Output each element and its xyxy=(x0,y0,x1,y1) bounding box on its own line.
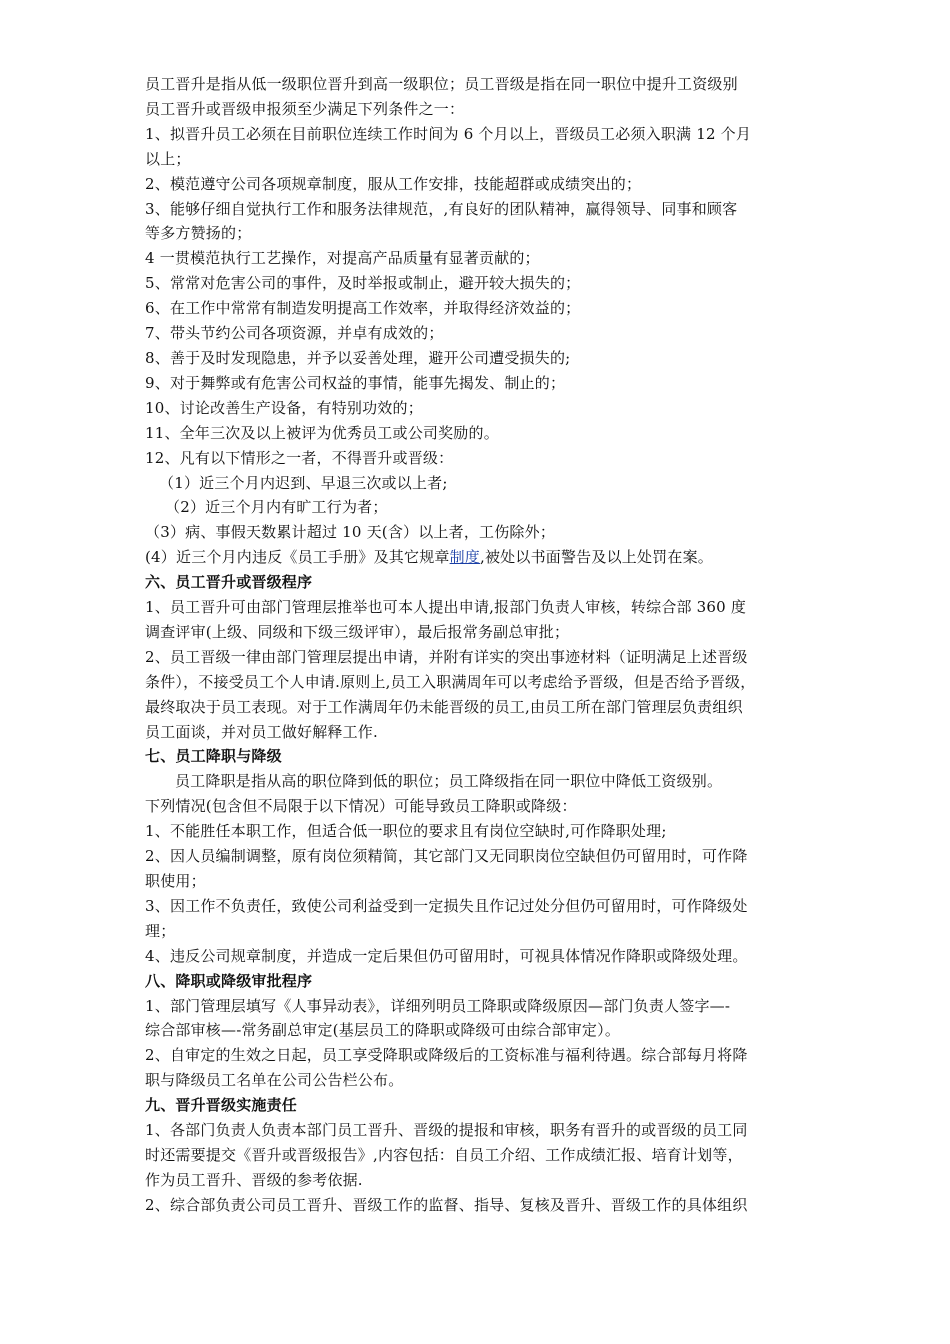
section-7-line: 下列情况(包含但不局限于以下情况）可能导致员工降职或降级： xyxy=(145,797,577,816)
condition-line: 5、常常对危害公司的事件，及时举报或制止，避开较大损失的； xyxy=(145,274,581,293)
condition-line: 8、善于及时发现隐患，并予以妥善处理，避开公司遭受损失的; xyxy=(145,348,571,367)
condition-line: 等多方赞扬的； xyxy=(145,224,252,243)
condition-line: 9、对于舞弊或有危害公司权益的事情，能事先揭发、制止的； xyxy=(145,373,566,392)
section-9-line: 1、各部门负责人负责本部门员工晋升、晋级的提报和审核，职务有晋升的或晋级的员工同 xyxy=(145,1121,748,1140)
condition-line: 以上； xyxy=(145,149,191,168)
section-7-line: 4、违反公司规章制度，并造成一定后果但仍可留用时，可视具体情况作降职或降级处理。 xyxy=(145,946,748,965)
regulation-link[interactable]: 制度 xyxy=(449,548,481,567)
section-6-line: 员工面谈，并对员工做好解释工作. xyxy=(145,722,378,741)
condition-line: 6、在工作中常常有制造发明提高工作效率，并取得经济效益的； xyxy=(145,299,581,318)
section-7-heading: 七、员工降职与降级 xyxy=(145,747,282,766)
section-6-line: 最终取决于员工表现。对于工作满周年仍未能晋级的员工,由员工所在部门管理层负责组织 xyxy=(145,697,743,716)
section-7-line: 1、不能胜任本职工作，但适合低一职位的要求且有岗位空缺时,可作降职处理; xyxy=(145,822,667,841)
section-6-line: 1、员工晋升可由部门管理层推举也可本人提出申请,报部门负责人审核，转综合部 360 度 xyxy=(145,598,747,617)
condition-line: 2、模范遵守公司各项规章制度，服从工作安排，技能超群或成绩突出的； xyxy=(145,174,642,193)
section-8-line: 1、部门管理层填写《人事异动表》，详细列明员工降职或降级原因—部门负责人签字—- xyxy=(145,996,731,1015)
exclusion-line: （1）近三个月内迟到、早退三次或以上者; xyxy=(159,473,448,492)
exclusion-line: （3）病、事假天数累计超过 10 天(含）以上者，工伤除外； xyxy=(145,523,556,542)
section-9-line: 2、综合部负责公司员工晋升、晋级工作的监督、指导、复核及晋升、晋级工作的具体组织 xyxy=(145,1195,748,1214)
condition-line: 7、带头节约公司各项资源，并卓有成效的； xyxy=(145,324,444,343)
section-8-line: 综合部审核—-常务副总审定(基层员工的降职或降级可由综合部审定）。 xyxy=(145,1021,621,1040)
document-page xyxy=(145,72,813,1218)
section-7-line: 理； xyxy=(145,921,176,940)
section-9-heading: 九、晋升晋级实施责任 xyxy=(145,1096,298,1115)
exclusion-4-text-end: ,被处以书面警告及以上处罚在案。 xyxy=(480,548,713,567)
condition-line: 12、凡有以下情形之一者，不得晋升或晋级： xyxy=(145,448,454,467)
intro-line: 员工晋升是指从低一级职位晋升到高一级职位；员工晋级是指在同一职位中提升工资级别 xyxy=(145,75,738,93)
section-6-line: 调查评审(上级、同级和下级三级评审），最后报常务副总审批； xyxy=(145,622,570,641)
condition-line: 11、全年三次及以上被评为优秀员工或公司奖励的。 xyxy=(145,423,499,442)
section-8-line: 2、自审定的生效之日起，员工享受降职或降级后的工资标准与福利待遇。综合部每月将降 xyxy=(145,1046,748,1065)
exclusion-line-4 xyxy=(145,545,813,570)
section-7-line: 3、因工作不负责任，致使公司利益受到一定损失且作记过处分但仍可留用时，可作降级处 xyxy=(145,896,748,915)
section-8-heading: 八、降职或降级审批程序 xyxy=(145,971,313,990)
condition-line: 10、讨论改善生产设备，有特别功效的； xyxy=(145,398,423,417)
section-6-line: 条件），不接受员工个人申请.原则上,员工入职满周年可以考虑给予晋级，但是否给予晋级， xyxy=(145,672,756,691)
section-6-line: 2、员工晋级一律由部门管理层提出申请，并附有详实的突出事迹材料（证明满足上述晋级 xyxy=(145,647,748,666)
section-7-paragraph: 员工降职是指从高的职位降到低的职位；员工降级指在同一职位中降低工资级别。 xyxy=(175,772,723,791)
section-8-line: 职与降级员工名单在公司公告栏公布。 xyxy=(145,1071,404,1090)
section-9-line: 作为员工晋升、晋级的参考依据. xyxy=(145,1170,363,1189)
exclusion-4-text: (4）近三个月内违反《员工手册》及其它规章 xyxy=(145,548,450,567)
condition-line: 4 一贯模范执行工艺操作，对提高产品质量有显著贡献的； xyxy=(145,249,540,268)
condition-line: 3、能够仔细自觉执行工作和服务法律规范，,有良好的团队精神，赢得领导、同事和顾客 xyxy=(145,199,738,218)
section-9-line: 时还需要提交《晋升或晋级报告》,内容包括：自员工介绍、工作成绩汇报、培育计划等， xyxy=(145,1145,743,1164)
section-6-heading: 六、员工晋升或晋级程序 xyxy=(145,573,313,592)
intro-line: 员工晋升或晋级申报须至少满足下列条件之一： xyxy=(145,99,465,118)
exclusion-line: （2）近三个月内有旷工行为者； xyxy=(165,498,388,517)
section-7-line: 2、因人员编制调整，原有岗位须精简，其它部门又无同职岗位空缺但仍可留用时，可作降 xyxy=(145,847,748,866)
section-7-line: 职使用； xyxy=(145,872,206,890)
condition-line: 1、拟晋升员工必须在目前职位连续工作时间为 6 个月以上，晋级员工必须入职满 12 个月 xyxy=(145,124,752,143)
